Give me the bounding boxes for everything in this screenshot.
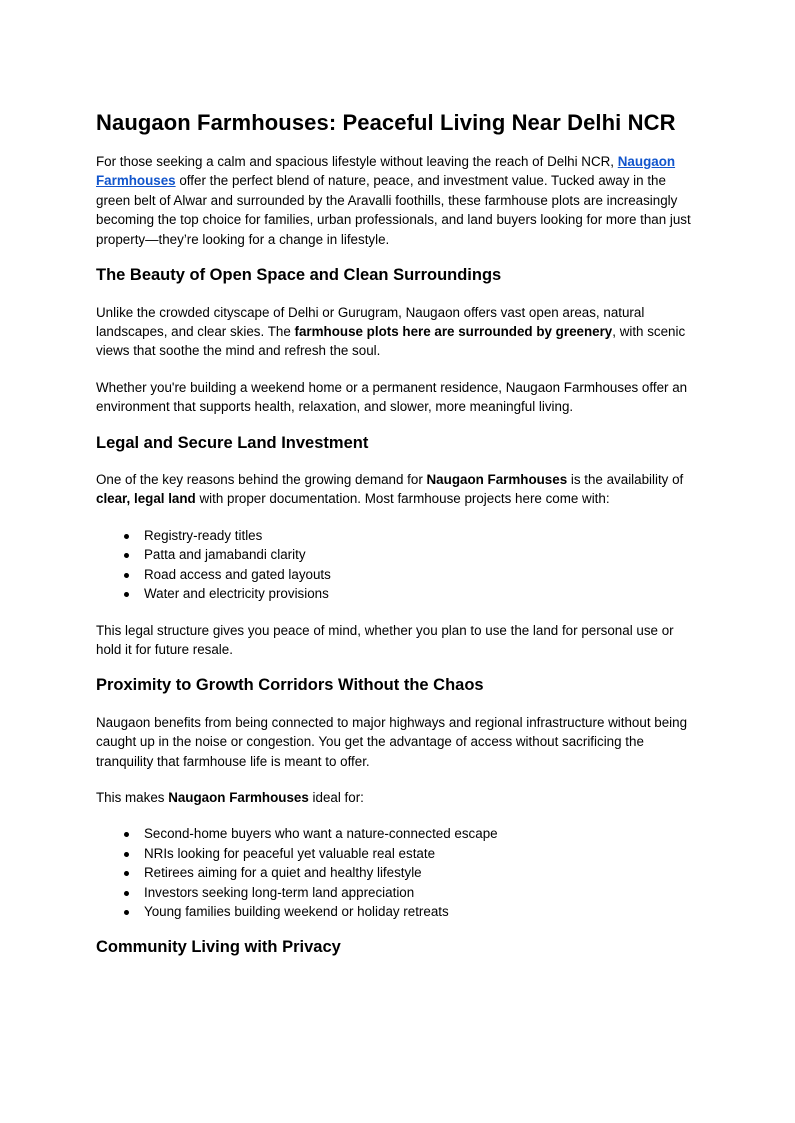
legal-p1-bold-2: clear, legal land: [96, 491, 196, 507]
legal-bullet-list: [96, 526, 699, 604]
bullet-item: Water and electricity provisions: [126, 584, 699, 603]
bullet-item: Retirees aiming for a quiet and healthy lifestyle: [126, 863, 699, 882]
legal-paragraph-1: [96, 470, 699, 509]
naugaon-farmhouses-link[interactable]: Naugaon Farmhouses: [96, 154, 676, 189]
bullet-item: Road access and gated layouts: [126, 565, 699, 584]
legal-p1-run-2: is the availability of: [567, 472, 684, 488]
proximity-paragraph-1: Naugaon benefits from being connected to major highways and regional infrastructure without being caught up in the noise or congestion. You get the advantage of access without sacrificing the tranquility that farmhouse life is meant to offer.: [96, 714, 688, 769]
section-heading-community: Community Living with Privacy: [96, 938, 341, 957]
beauty-paragraph-1: [96, 303, 699, 361]
section-heading-legal: Legal and Secure Land Investment: [96, 433, 369, 452]
section-proximity: [96, 676, 699, 921]
proximity-bullet-list: [96, 824, 699, 921]
bullet-item: Patta and jamabandi clarity: [126, 545, 699, 564]
bullet-item: Second-home buyers who want a nature-connected escape: [126, 824, 699, 843]
section-beauty: [96, 266, 699, 417]
bullet-item: NRIs looking for peaceful yet valuable real estate: [126, 844, 699, 863]
bullet-item: Registry-ready titles: [126, 526, 699, 545]
proximity-paragraph-2: [96, 788, 699, 807]
section-heading-proximity: Proximity to Growth Corridors Without the Chaos: [96, 676, 484, 695]
beauty-p1-run-2: , with scenic views that soothe the mind and refresh the soul.: [96, 323, 686, 359]
section-heading-beauty: The Beauty of Open Space and Clean Surroundings: [96, 266, 502, 285]
proximity-p2-run-2: ideal for:: [308, 790, 364, 806]
proximity-p2-bold: Naugaon Farmhouses: [168, 790, 309, 806]
legal-p1-bold-1: Naugaon Farmhouses: [426, 472, 568, 488]
beauty-paragraph-2: Whether you're building a weekend home or a permanent residence, Naugaon Farmhouses offer an environment that supports health, relaxation, and slower, more meaningful living.: [96, 379, 688, 415]
section-legal: [96, 434, 699, 660]
beauty-p1-run-1: Unlike the crowded cityscape of Delhi or Gurugram, Naugaon offers vast open areas, natural landscapes, and clear skies. The: [96, 304, 645, 339]
bullet-item: Investors seeking long-term land appreciation: [126, 883, 699, 902]
legal-p1-run-3: with proper documentation. Most farmhouse projects here come with:: [195, 491, 610, 507]
proximity-p2-run-1: This makes: [96, 790, 169, 806]
beauty-p1-bold: farmhouse plots here are surrounded by greenery: [294, 323, 613, 339]
legal-p1-run-1: One of the key reasons behind the growing demand for: [96, 472, 427, 488]
legal-paragraph-2: This legal structure gives you peace of mind, whether you plan to use the land for personal use or hold it for future resale.: [96, 622, 674, 657]
intro-text-run-2: offer the perfect blend of nature, peace, and investment value. Tucked away in the green belt of Alwar and surrounded by the Aravalli foothills, these farmhouse plots are increasingly becoming the top choice for families, urban professionals, and land buyers looking for more than just property—they’re looking for a change in lifestyle.: [96, 173, 691, 247]
section-community: [96, 938, 699, 958]
intro-text-run-1: For those seeking a calm and spacious lifestyle without leaving the reach of Delhi NCR,: [96, 154, 618, 169]
intro-paragraph: [96, 152, 699, 249]
doc-title: Naugaon Farmhouses: Peaceful Living Near Delhi NCR: [96, 110, 676, 135]
bullet-item: Young families building weekend or holiday retreats: [126, 902, 699, 921]
